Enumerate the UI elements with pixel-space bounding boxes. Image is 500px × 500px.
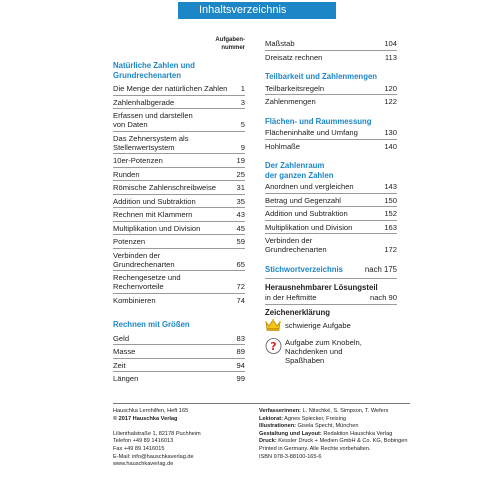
toc-entry <box>113 359 245 373</box>
toc-list-quantities <box>113 332 245 385</box>
toc-entry-title: Potenzen <box>113 237 146 246</box>
footer-credits <box>259 408 409 461</box>
toc-list-continued <box>265 37 397 63</box>
toc-entry-title: Kombinieren <box>113 295 156 305</box>
toc-entry <box>265 82 397 96</box>
footer-line: Telefon +49 89 1416013 <box>113 438 174 445</box>
toc-entry-number: 140 <box>384 141 397 151</box>
toc-entry <box>113 372 245 385</box>
toc-entry-title: Addition und Subtraktion <box>265 209 348 218</box>
legend-puzzle <box>265 337 397 365</box>
toc-entry <box>113 222 245 236</box>
toc-entry-title: Römische Zahlenschreibweise <box>113 183 216 192</box>
toc-entry-number: 74 <box>236 295 245 305</box>
toc-entry-title: Masse <box>113 347 136 356</box>
toc-entry <box>113 181 245 195</box>
index-entry <box>265 265 397 275</box>
toc-entry-number: 25 <box>236 169 245 179</box>
toc-entry-title: Verbinden der Grundrechenarten <box>113 250 175 269</box>
toc-entry-title: Zahlenhalbgerade <box>113 97 175 107</box>
solution-block <box>265 278 397 305</box>
toc-entry-number: 5 <box>240 120 245 129</box>
toc-entry-number: 72 <box>236 282 245 291</box>
toc-entry-title: Multiplikation und Division <box>113 223 201 233</box>
footer-credit-line: Lektorat: Agnes Spiecker, Freising <box>259 415 347 422</box>
toc-entry-number: 83 <box>236 333 245 343</box>
toc-entry-number: 163 <box>384 222 397 232</box>
footer-credit-line: Gestaltung und Layout: Redaktion Hauschka Verlag <box>259 430 393 437</box>
toc-entry-number: 94 <box>236 360 245 370</box>
toc-entry <box>113 96 245 110</box>
toc-entry-number: 130 <box>384 128 397 137</box>
toc-entry-number: 45 <box>236 223 245 233</box>
toc-entry-number: 120 <box>384 83 397 93</box>
toc-entry-number: 43 <box>236 210 245 219</box>
question-head-icon <box>265 337 285 357</box>
toc-entry-title: Multiplikation und Division <box>265 222 353 232</box>
toc-entry-number: 143 <box>384 182 397 191</box>
legend-difficult-text: schwierige Aufgabe <box>285 321 351 330</box>
footer-line: E-Mail: info@hauschkaverlag.de <box>113 453 194 460</box>
toc-entry <box>113 249 245 272</box>
toc-left-column <box>113 37 245 385</box>
toc-entry-number: 1 <box>240 84 245 93</box>
toc-entry <box>113 294 245 307</box>
toc-entry <box>265 234 397 256</box>
toc-entry-title: Runden <box>113 169 140 179</box>
toc-entry <box>113 332 245 346</box>
toc-entry <box>113 208 245 222</box>
index-label: Stichwortverzeichnis <box>265 264 343 274</box>
section-heading-area-volume: Flächen- und Raummessung <box>265 116 372 126</box>
toc-right-column <box>265 37 397 365</box>
header-bar <box>178 2 336 19</box>
footer-line: Fax +49 89 1416015 <box>113 445 165 452</box>
toc-entry-number: 113 <box>384 52 397 62</box>
toc-entry-title: 10er-Potenzen <box>113 156 163 165</box>
toc-entry-title: Rechengesetze und Rechenvorteile <box>113 273 181 291</box>
toc-entry <box>113 195 245 209</box>
toc-entry <box>265 221 397 235</box>
solution-heading: Herausnehmbarer Lösungsteil <box>265 283 378 292</box>
footer-credit-line: Illustrationen: Gisela Specht, München <box>259 423 359 430</box>
footer-line: www.hauschkaverlag.de <box>113 461 174 468</box>
toc-entry <box>265 194 397 208</box>
toc-entry <box>113 82 245 96</box>
toc-entry-title: Rechnen mit Klammern <box>113 210 193 219</box>
toc-entry-number: 122 <box>384 97 397 106</box>
footer-line <box>113 423 243 431</box>
section-heading-integers: Der Zahlenraum der ganzen Zahlen <box>265 161 334 180</box>
footer-credit-line: ISBN 978-3-88100-165-6 <box>259 453 322 460</box>
toc-entry-number: 172 <box>384 245 397 254</box>
toc-entry-title: Flächeninhalte und Umfang <box>265 128 358 137</box>
toc-entry <box>113 154 245 168</box>
legend-puzzle-text: Aufgabe zum Knobeln, Nachdenken und Spaßhaben <box>285 338 362 365</box>
footer-credit-line: Verfasserinnen: L. Nitschké, S. Simpson, T. Wefers <box>259 408 389 414</box>
toc-list-area-volume <box>265 126 397 152</box>
toc-entry-title: Teilbarkeitsregeln <box>265 83 325 93</box>
section-heading-divisibility: Teilbarkeit und Zahlenmengen <box>265 72 378 81</box>
toc-entry-number: 152 <box>384 209 397 218</box>
toc-entry-number: 104 <box>384 39 397 48</box>
toc-entry-title: Addition und Subtraktion <box>113 196 196 206</box>
svg-text:?: ? <box>270 340 277 353</box>
toc-entry-title: Die Menge der natürlichen Zahlen <box>113 84 228 93</box>
toc-entry <box>113 345 245 359</box>
toc-entry-title: Zahlenmengen <box>265 97 316 106</box>
toc-entry <box>113 132 245 155</box>
toc-entry <box>113 168 245 182</box>
toc-entry <box>113 109 245 132</box>
section-heading-natural-numbers: Natürliche Zahlen und Grundrechenarten <box>113 61 195 80</box>
index-page: nach 175 <box>364 264 397 274</box>
solution-entry: in der Heftmitte nach 90 <box>265 293 397 305</box>
footer-credit-line: Druck: Kessler Druck + Medien GmbH & Co. KG, Bobingen <box>259 438 408 445</box>
footer-divider <box>113 403 410 404</box>
toc-list-divisibility <box>265 82 397 108</box>
toc-list-integers <box>265 180 397 256</box>
footer-line: © 2017 Hauschka Verlag <box>113 415 178 422</box>
toc-entry-number: 65 <box>236 259 245 269</box>
toc-entry-number: 89 <box>236 347 245 356</box>
toc-entry-number: 9 <box>240 142 245 152</box>
toc-entry-title: Anordnen und vergleichen <box>265 182 354 191</box>
toc-entry-title: Längen <box>113 374 139 383</box>
toc-entry-title: Zeit <box>113 360 126 370</box>
toc-entry <box>113 271 245 294</box>
toc-entry-title: Verbinden der Grundrechenarten <box>265 236 327 254</box>
toc-entry-title: Geld <box>113 333 130 343</box>
legend-heading: Zeichenerklärung <box>265 307 330 317</box>
toc-entry-title: Das Zehnersystem als Stellenwertsystem <box>113 133 189 152</box>
toc-entry <box>265 126 397 140</box>
toc-entry-title: Dreisatz rechnen <box>265 52 323 62</box>
section-heading-quantities: Rechnen mit Größen <box>113 320 190 329</box>
toc-entry-number: 19 <box>236 156 245 165</box>
toc-entry-number: 150 <box>384 195 397 205</box>
toc-list-natural-numbers <box>113 82 245 306</box>
toc-entry <box>265 51 397 64</box>
toc-entry-number: 3 <box>240 97 245 107</box>
toc-entry-title: Hohlmaße <box>265 141 301 151</box>
number-column-heading: Aufgaben- nummer <box>215 37 245 51</box>
toc-entry <box>265 140 397 153</box>
page-title: Inhaltsverzeichnis <box>199 4 287 16</box>
toc-entry <box>265 207 397 221</box>
toc-entry-number: 31 <box>236 183 245 192</box>
toc-entry-title: Erfassen und darstellen von Daten <box>113 111 193 129</box>
legend-difficult <box>265 318 397 333</box>
toc-entry-title: Maßstab <box>265 39 295 48</box>
toc-entry <box>265 95 397 108</box>
footer-line: Lilienthalstraße 1, 82178 Puchheim <box>113 430 201 437</box>
toc-entry-number: 35 <box>236 196 245 206</box>
footer-line: Hauschka Lernhilfen, Heft 165 <box>113 408 189 414</box>
footer-publisher-info <box>113 408 243 469</box>
toc-entry-number: 99 <box>236 374 245 383</box>
footer-credit-line: Printed in Germany. Alle Rechte vorbehalten. <box>259 445 371 452</box>
toc-entry <box>113 235 245 249</box>
crown-icon <box>265 318 285 333</box>
toc-entry-title: Betrag und Gegenzahl <box>265 195 341 205</box>
toc-entry <box>265 37 397 51</box>
toc-entry-number: 59 <box>236 237 245 246</box>
legend-block <box>265 308 397 366</box>
toc-entry <box>265 180 397 194</box>
